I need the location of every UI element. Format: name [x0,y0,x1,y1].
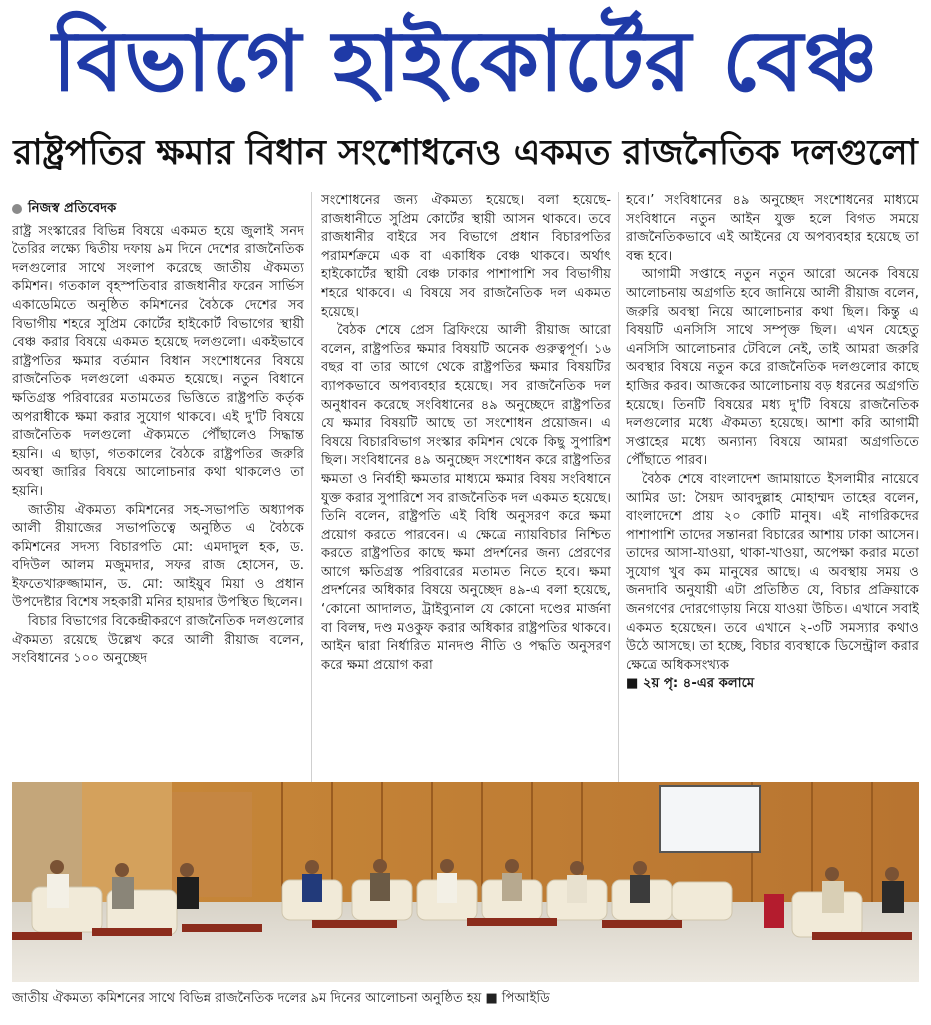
paragraph: সংশোধনের জন্য ঐকমত্য হয়েছে। বলা হয়েছে- রাজধানীতে সুপ্রিম কোর্টের স্থায়ী আসন থাকবে। তবে রাজধানীর বাইরে সব বিভাগে প্রধান বিচারপতির পরামর্শক্রমে এক বা একাধিক বেঞ্চ থাকবে। অর্থাৎ হাইকোর্টের স্থায়ী বেঞ্চ ঢাকার পাশাপাশি সব বিভাগীয় শহরে থাকবে। এ বিষয়ে সব রাজনৈতিক দল একমত হয়েছে। [321,193,611,320]
paragraph: বৈঠক শেষে প্রেস ব্রিফিংয়ে আলী রীয়াজ আরো বলেন, রাষ্ট্রপতির ক্ষমার বিষয়টি অনেক গুরুত্বপূর্ণ। ১৬ বছর বা তার আগে থেকে রাষ্ট্রপতির ক্ষমার বিষয়টির ব্যাপকভাবে অপব্যবহার হয়েছে। সব রাজনৈতিক দল অনুধাবন করেছে সংবিধানের ৪৯ অনুচ্ছেদে রাষ্ট্রপতির যে ক্ষমার বিষয়টি আছে তা সংশোধন প্রয়োজন। এ বিষয়ে বিচারবিভাগ সংস্কার কমিশন থেকে কিছু সুপারিশ ছিল। সংবিধানের ৪৯ অনুচ্ছেদ সংশোধন করে রাষ্ট্রপতির ক্ষমতা ও নির্বাহী ক্ষমতার মাধ্যমে ক্ষমার বিষয় সংবিধানে যুক্ত করার সুপারিশে সব রাজনৈতিক দল একমত হয়েছে। তিনি বলেন, রাষ্ট্রপতি এই বিধি অনুসরণ করে ক্ষমা প্রয়োগ করতে পারবেন। এ ক্ষেত্রে ন্যায়বিচার নিশ্চিত করতে রাষ্ট্রপতির কাছে ক্ষমা প্রদর্শনের জন্য প্রেরণের আগে ক্ষতিগ্রস্ত পরিবারের মতামত নিতে হবে। ক্ষমা প্রদর্শনের অধিকার বিষয়ে অনুচ্ছেদ ৪৯-এ বলা হয়েছে, ‘কোনো আদালত, ট্রাইব্যুনাল যে কোনো দণ্ডের মার্জনা বা বিলম্ব, দণ্ড মওকুফ করার অধিকার রাষ্ট্রপতির থাকবে। আইন দ্বারা নির্ধারিত মানদণ্ড নীতি ও পদ্ধতি অনুসরণ করে ক্ষমা প্রয়োগ করা [321,323,611,673]
column-divider [311,192,312,782]
article-column-2 [321,192,611,772]
subheadline: রাষ্ট্রপতির ক্ষমার বিধান সংশোধনেও একমত রাজনৈতিক দলগুলো [13,133,918,173]
meeting-photo [12,782,919,982]
paragraph: জাতীয় ঐকমত্য কমিশনের সহ-সভাপতি অধ্যাপক আলী রীয়াজের সভাপতিত্বে অনুষ্ঠিত এ বৈঠকে কমিশনের সদস্য বিচারপতি মো: এমদাদুল হক, ড. বদিউল আলম মজুমদার, সফর রাজ হোসেন, ড. ইফতেখারুজ্জামান, ড. মো: আইয়ুব মিয়া ও প্রধান উপদেষ্টার বিশেষ সহকারী মনির হায়দার উপস্থিত ছিলেন। [12,502,304,611]
article-column-1 [12,200,304,780]
paragraph: রাষ্ট্র সংস্কারের বিভিন্ন বিষয়ে একমত হয়ে জুলাই সনদ তৈরির লক্ষ্যে দ্বিতীয় দফায় ৯ম দিনে দেশের রাজনৈতিক দলগুলোর সাথে সংলাপ করেছে জাতীয় ঐকমত্য কমিশন। গতকাল বৃহস্পতিবার রাজধানীর ফরেন সার্ভিস একাডেমিতে অনুষ্ঠিত কমিশনের বৈঠকে দেশের সব বিভাগীয় শহরে সুপ্রিম কোর্টের হাইকোর্ট বিভাগের স্থায়ী বেঞ্চ করার বিষয়ে একমত হয়েছে দলগুলো। একইভাবে রাষ্ট্রপতির ক্ষমার বর্তমান বিধান সংশোধনের বিষয়ে রাজনৈতিক দলগুলো একমত হয়েছে। নতুন বিধানে ক্ষতিগ্রস্ত পরিবারের মতামতের ভিত্তিতে রাষ্ট্রপতি কর্তৃক অপরাধীকে ক্ষমা করার সুযোগ থাকবে। এই দু'টি বিষয়ে রাজনৈতিক দলগুলো ঐক্যমতে পৌঁছালেও সিদ্ধান্ত হয়নি। এ ছাড়া, গতকালের বৈঠকে রাষ্ট্রপতির জরুরি অবস্থা জারির বিষয়ে আলোচনার কথা থাকলেও তা হয়নি। [12,223,304,499]
paragraph: বিচার বিভাগের বিকেন্দ্রীকরণে রাজনৈতিক দলগুলোর ঐকমত্য রয়েছে উল্লেখ করে আলী রীয়াজ বলেন, সংবিধানের ১০০ অনুচ্ছেদ [12,614,304,667]
paragraph: বৈঠক শেষে বাংলাদেশ জামায়াতে ইসলামীর নায়েবে আমির ডা: সৈয়দ আবদুল্লাহ মোহাম্মদ তাহের বলেন, বাংলাদেশে প্রায় ২০ কোটি মানুষ। এই নাগরিকদের পাশাপাশি তাদের সন্তানরা বিচারের আশায় ঢাকা আসেন। তাদের আসা-যাওয়া, থাকা-খাওয়া, অপেক্ষা করার মতো সুযোগ খুব কম মানুষের আছে। এ অবস্থায় সময় ও জনদাবি অনুযায়ী এটা প্রতিষ্ঠিত যে, বিচার প্রক্রিয়াকে জনগণের দোরগোড়ায় নিয়ে যাওয়া উচিত। এখানে সবাই একমত হয়েছেন। তবে এখানে ২-৩টি সমস্যার কথাও উঠে আসছে। তা হচ্ছে, বিচার ব্যবস্থাকে ডিসেন্ট্রাল করার ক্ষেত্রে অধিকসংখ্যক [626,471,919,673]
byline [12,200,304,219]
headline: বিভাগে হাইকোর্টের বেঞ্চ [52,12,879,110]
paragraph: হবে।’ সংবিধানের ৪৯ অনুচ্ছেদ সংশোধনের মাধ্যমে সংবিধানে নতুন আইন যুক্ত হলে বিগত সময়ে রাজনৈতিকভাবে এই আইনের যে অপব্যবহার হয়েছে তা বন্ধ হবে। [626,193,919,264]
paragraph: আগামী সপ্তাহে নতুন নতুন আরো অনেক বিষয়ে আলোচনায় অগ্রগতি হবে জানিয়ে আলী রীয়াজ বলেন, জরুরি অবস্থা নিয়ে আলোচনার কথা ছিল। কিন্তু এ বিষয়টি এনসিসি সাথে সম্পৃক্ত ছিল। এখন যেহেতু এনসিসি আলোচনার টেবিলে নেই, তাই আমরা জরুরি অবস্থার বিষয়ে নতুন করে রাজনৈতিক দলগুলোর কাছে হাজির করব। আজকের আলোচনায় বড় ধরনের অগ্রগতি হয়েছে। তিনটি বিষয়ের মধ্য দু'টি বিষয়ে রাজনৈতিক দলগুলোর মধ্যে ঐকমত্য হয়েছে। আশা করি আগামী সপ্তাহের মধ্যে অন্যান্য বিষয়ে আমরা অগ্রগতিতে পৌঁছাতে পারব। [626,267,919,469]
article-column-3 [626,192,919,772]
photo-credit: ■ পিআইডি [485,991,550,1006]
continuation-note[interactable]: ■ ২য় পৃ: ৪-এর কলামে [626,676,755,692]
byline-text: নিজস্ব প্রতিবেদক [28,201,117,216]
meeting-photo-illustration [12,782,919,982]
caption-text: জাতীয় ঐকমত্য কমিশনের সাথে বিভিন্ন রাজনৈতিক দলের ৯ম দিনের আলোচনা অনুষ্ঠিত হয় [12,991,482,1006]
column-divider [618,192,619,782]
bullet-icon [12,204,22,214]
photo-caption [12,988,919,1010]
